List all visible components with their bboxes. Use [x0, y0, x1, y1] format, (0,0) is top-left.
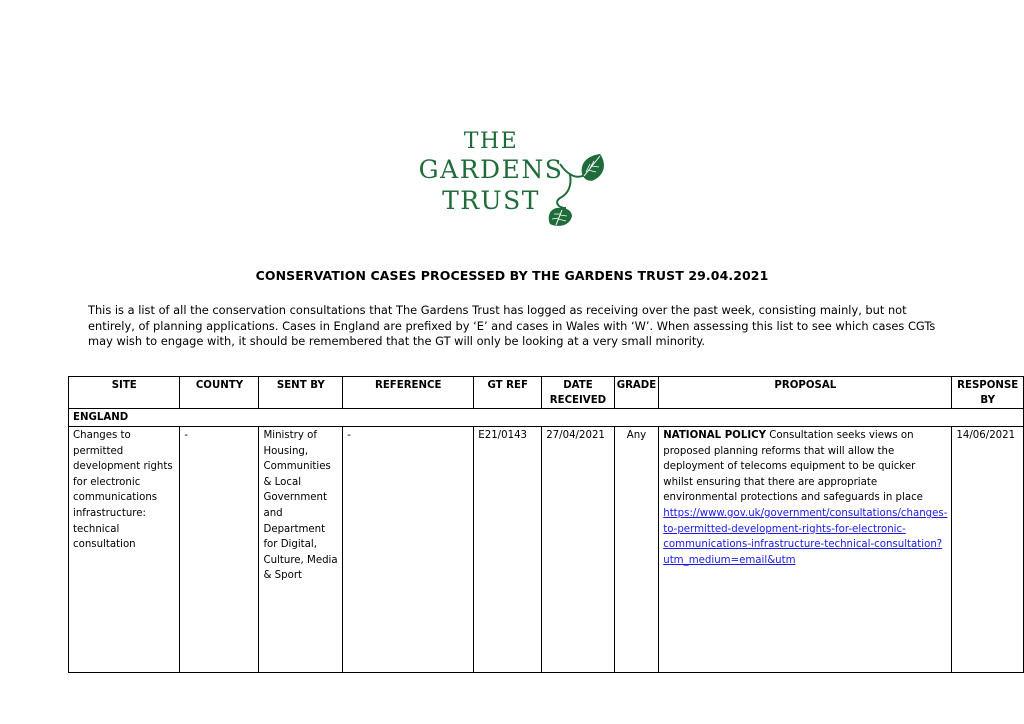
header-grade: GRADE — [614, 377, 659, 409]
header-gt-ref: GT REF — [474, 377, 542, 409]
proposal-lead: NATIONAL POLICY — [663, 430, 766, 441]
cell-sent-by: Ministry of Housing, Communities & Local Government and Department for Digital, Culture, Media & Sport — [259, 427, 343, 673]
logo-line-the: THE — [463, 129, 519, 154]
logo-line-trust: TRUST — [442, 186, 540, 215]
intro-paragraph — [88, 303, 948, 350]
intro-text: This is a list of all the conservation consultations that The Gardens Trust has logged as receiving over the past week, consisting mainly, but not entirely, of planning applications. Cases in England are prefixed by ‘E’ and cases in Wales with ‘W’. When assessing this list to see which cases CGTs may wish to engage with, it should be remembered that the GT will only be looking at a very small minority. — [88, 303, 936, 348]
cell-county: - — [180, 427, 259, 673]
header-sent-by: SENT BY — [259, 377, 343, 409]
cell-response-by: 14/06/2021 — [952, 427, 1024, 673]
document-title: CONSERVATION CASES PROCESSED BY THE GARDENS TRUST 29.04.2021 — [255, 268, 769, 283]
proposal-text: Consultation seeks views on proposed planning reforms that will allow the deployment of telecoms equipment to be quicker whilst ensuring that there are appropriate environmental protections and safeguards in place — [663, 430, 923, 504]
leaf-icon — [582, 154, 604, 181]
cell-date-received: 27/04/2021 — [542, 427, 615, 673]
cases-table — [68, 376, 1024, 673]
header-reference: REFERENCE — [343, 377, 474, 409]
proposal-link[interactable]: https://www.gov.uk/government/consultations/changes-to-permitted-development-rights-for-electronic-communications-infrastructure-technical-consultation?utm_medium=email&utm — [663, 507, 948, 566]
cell-site: Changes to permitted development rights for electronic communications infrastructure: technical consultation — [69, 427, 180, 673]
section-row — [69, 409, 1024, 427]
section-england: ENGLAND — [69, 409, 1024, 427]
leaf-icon — [549, 208, 572, 226]
gardens-trust-logo — [410, 128, 620, 228]
cell-reference: - — [343, 427, 474, 673]
cell-proposal — [659, 427, 952, 673]
cell-gt-ref: E21/0143 — [474, 427, 542, 673]
table-row — [69, 427, 1024, 673]
header-date-received: DATE RECEIVED — [542, 377, 615, 409]
header-county: COUNTY — [180, 377, 259, 409]
header-response-by: RESPONSE BY — [952, 377, 1024, 409]
table-header-row — [69, 377, 1024, 409]
header-site: SITE — [69, 377, 180, 409]
header-proposal: PROPOSAL — [659, 377, 952, 409]
logo-line-gardens: GARDENS — [418, 155, 564, 184]
cell-grade: Any — [614, 427, 659, 673]
